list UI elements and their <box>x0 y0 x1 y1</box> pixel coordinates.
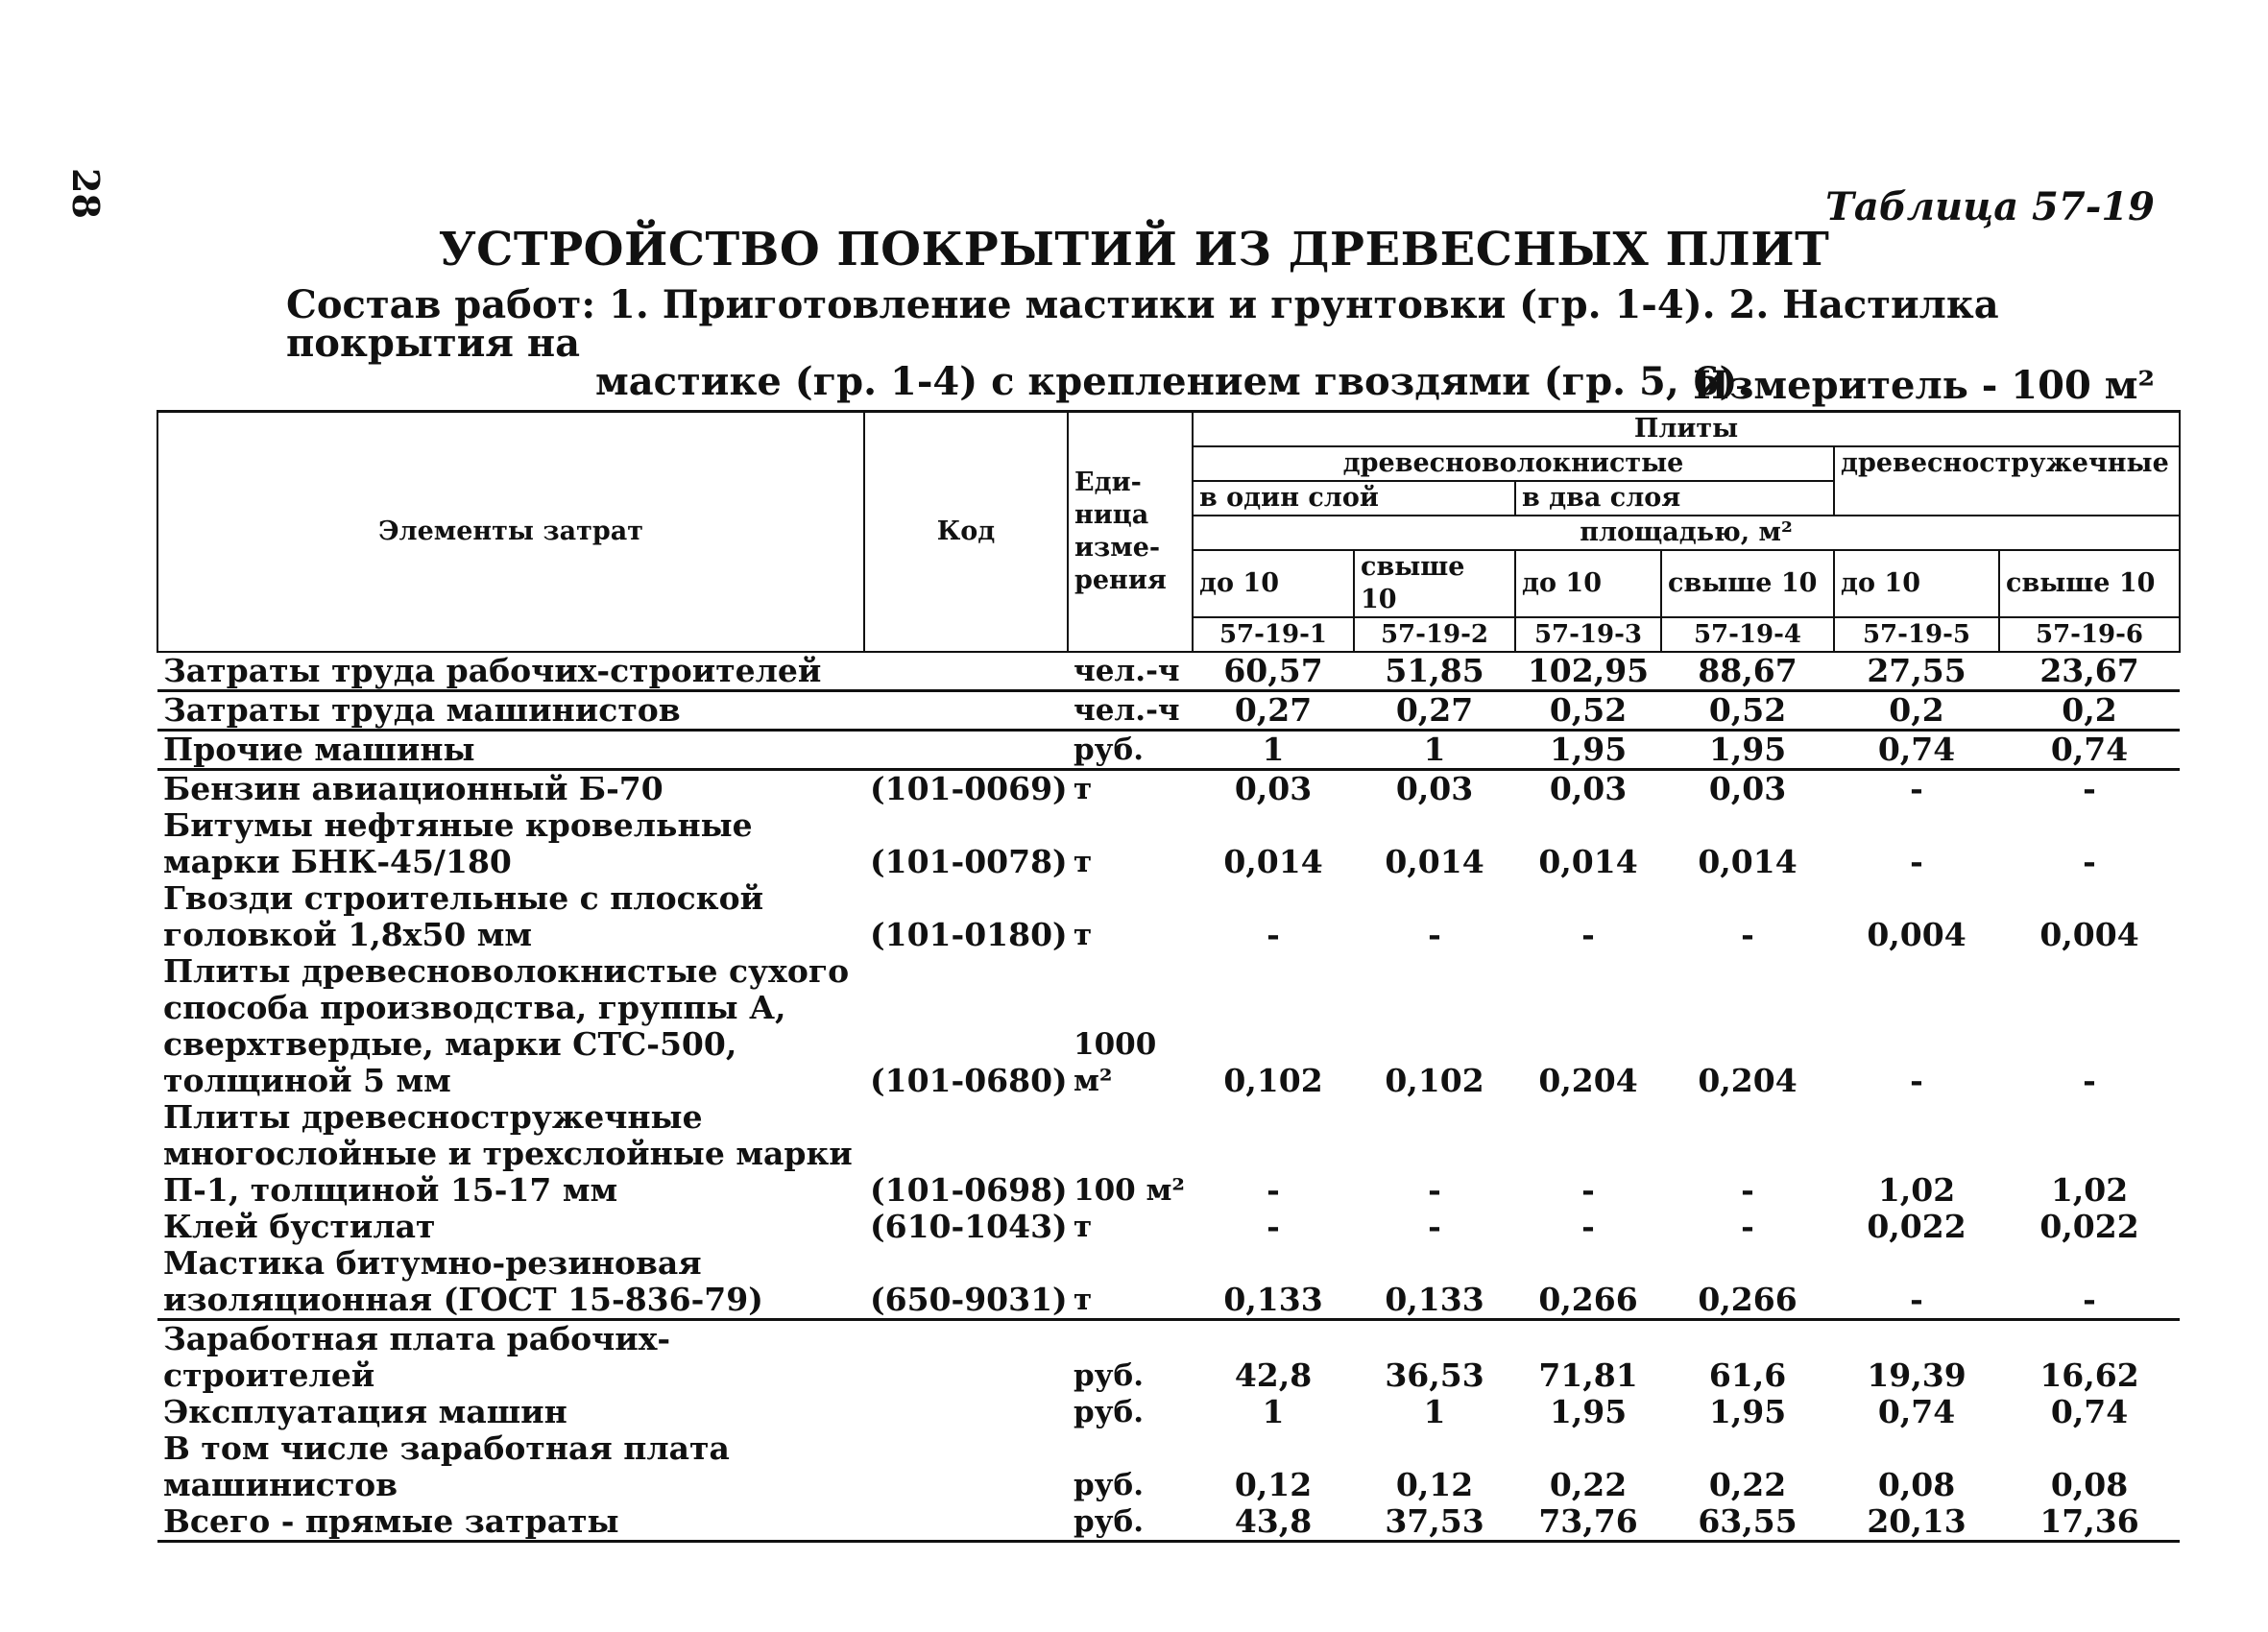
resource-code: (101-0069) <box>864 770 1068 808</box>
resource-code: (101-0180) <box>870 916 1068 953</box>
norm-code: 57-19-1 <box>1193 617 1354 652</box>
norm-value: 1 <box>1423 1393 1446 1430</box>
norm-value: - <box>1428 916 1441 953</box>
norm-value: - <box>2083 1062 2096 1099</box>
cost-element-name: Затраты труда машинистов <box>157 691 864 731</box>
norm-value: - <box>1910 843 1923 880</box>
norm-value: 0,03 <box>1193 770 1354 808</box>
norm-code: 57-19-4 <box>1661 617 1834 652</box>
unit-of-measure: руб. <box>1068 1503 1193 1542</box>
table-row <box>157 770 2180 808</box>
norm-value: 102,95 <box>1515 652 1661 691</box>
resource-code <box>864 652 1068 691</box>
table-row <box>157 1503 2180 1542</box>
norm-value: 0,74 <box>1999 731 2180 770</box>
page-title: УСТРОЙСТВО ПОКРЫТИЙ ИЗ ДРЕВЕСНЫХ ПЛИТ <box>438 223 1830 276</box>
cost-element-name: Бензин авиационный Б-70 <box>157 770 864 808</box>
cost-element-name: Прочие машины <box>157 731 864 770</box>
table-row <box>157 1245 2180 1320</box>
norm-value: - <box>1910 1062 1923 1099</box>
unit-of-measure: т <box>1068 770 1193 808</box>
unit-of-measure: 100 м² <box>1074 1173 1186 1208</box>
table-row <box>157 652 2180 691</box>
norm-value: 61,6 <box>1661 1320 1834 1395</box>
norm-code: 57-19-6 <box>1999 617 2180 652</box>
norm-value: 0,27 <box>1193 691 1354 731</box>
norm-value: 0,102 <box>1385 1062 1484 1099</box>
norm-value: - <box>1428 1171 1441 1209</box>
table-row <box>157 731 2180 770</box>
norm-value: 0,03 <box>1661 770 1834 808</box>
norm-value: 42,8 <box>1193 1320 1354 1395</box>
unit-of-measure: т <box>1074 918 1093 952</box>
norm-value: 23,67 <box>1999 652 2180 691</box>
norm-value: 71,81 <box>1515 1320 1661 1395</box>
norm-value: 0,22 <box>1708 1466 1787 1503</box>
header-two-layers: в два слоя <box>1515 481 1834 516</box>
norm-value: 20,13 <box>1834 1503 1999 1542</box>
unit-of-measure: руб. <box>1074 1395 1144 1429</box>
resource-code: (101-0698) <box>870 1171 1068 1209</box>
norm-value: - <box>1428 1208 1441 1245</box>
page-number: 28 <box>64 168 108 219</box>
norm-value: 1,02 <box>1877 1171 1956 1209</box>
unit-of-measure: чел.-ч <box>1068 691 1193 731</box>
resource-code: (101-0078) <box>870 843 1068 880</box>
area-label: до 10 <box>1193 550 1354 617</box>
table-header <box>157 412 2180 653</box>
norm-value: - <box>1741 916 1754 953</box>
norm-value: 0,2 <box>1999 691 2180 731</box>
resource-code <box>864 1430 1068 1503</box>
table-label: Таблица 57-19 <box>1825 184 2155 229</box>
norm-value: - <box>1581 916 1595 953</box>
table-row <box>157 1209 2180 1245</box>
norm-code: 57-19-3 <box>1515 617 1661 652</box>
header-area: площадью, м² <box>1193 516 2180 550</box>
area-label: свыше 10 <box>1661 550 1834 617</box>
norm-value: 0,2 <box>1834 691 1999 731</box>
norm-value: - <box>1999 770 2180 808</box>
norm-value: 1,95 <box>1515 731 1661 770</box>
header-unit: Еди- ница изме- рения <box>1068 412 1193 653</box>
norm-value: 60,57 <box>1193 652 1354 691</box>
norm-code: 57-19-2 <box>1354 617 1515 652</box>
unit-of-measure: т <box>1074 1283 1093 1317</box>
norm-value: 0,022 <box>1867 1208 1966 1245</box>
norm-value: 0,74 <box>1877 1393 1956 1430</box>
norm-value: 19,39 <box>1834 1320 1999 1395</box>
norm-value: 1,95 <box>1549 1393 1628 1430</box>
norm-value: 0,03 <box>1515 770 1661 808</box>
norm-value: 36,53 <box>1354 1320 1515 1395</box>
norm-value: 1,02 <box>2050 1171 2129 1209</box>
unit-of-measure: 1000 м² <box>1074 1027 1157 1098</box>
norm-value: 43,8 <box>1193 1503 1354 1542</box>
norm-value: 0,266 <box>1698 1281 1798 1318</box>
norm-value: 1 <box>1262 1393 1285 1430</box>
norm-value: 0,204 <box>1698 1062 1798 1099</box>
norm-value: 0,014 <box>1223 843 1323 880</box>
norm-value: 0,52 <box>1661 691 1834 731</box>
norm-value: 0,133 <box>1223 1281 1323 1318</box>
header-plates: Плиты <box>1193 412 2180 447</box>
norm-value: 0,27 <box>1354 691 1515 731</box>
cost-element-name: Заработная плата рабочих-строителей <box>157 1320 864 1395</box>
norm-value: - <box>1741 1208 1754 1245</box>
area-label: до 10 <box>1515 550 1661 617</box>
norm-value: - <box>2083 1281 2096 1318</box>
header-one-layer: в один слой <box>1193 481 1515 516</box>
norm-value: 1,95 <box>1661 731 1834 770</box>
norm-value: 0,004 <box>1867 916 1966 953</box>
resource-code: (650-9031) <box>870 1281 1068 1318</box>
area-label: свыше 10 <box>1999 550 2180 617</box>
norm-value: 73,76 <box>1515 1503 1661 1542</box>
cost-element-name: Плиты древесноволокнистые сухого способа производства, группы А, сверхтвердые, марки СТС-500, толщиной 5 мм <box>163 952 850 1099</box>
area-label: до 10 <box>1834 550 1999 617</box>
unit-of-measure: руб. <box>1074 1468 1144 1502</box>
table-row <box>157 1320 2180 1395</box>
header-code: Код <box>864 412 1068 653</box>
composition-line-1: Состав работ: 1. Приготовление мастики и грунтовки (гр. 1-4). 2. Настилка покрытия на <box>286 282 1999 366</box>
norm-value: 88,67 <box>1661 652 1834 691</box>
table-row <box>157 691 2180 731</box>
norm-value: 0,08 <box>1877 1466 1956 1503</box>
table-row <box>157 1430 2180 1503</box>
norm-value: 0,022 <box>2039 1208 2139 1245</box>
norm-value: 27,55 <box>1834 652 1999 691</box>
resource-code <box>864 691 1068 731</box>
table-row <box>157 807 2180 880</box>
cost-element-name: Битумы нефтяные кровельные марки БНК-45/180 <box>163 806 753 880</box>
unit-of-measure: руб. <box>1068 1320 1193 1395</box>
table-row <box>157 953 2180 1099</box>
norm-value: 63,55 <box>1661 1503 1834 1542</box>
cost-element-name: Затраты труда рабочих-строителей <box>157 652 864 691</box>
norm-value: 0,266 <box>1538 1281 1638 1318</box>
norm-value: 0,014 <box>1538 843 1638 880</box>
cost-element-name: Всего - прямые затраты <box>157 1503 864 1542</box>
norm-value: 0,74 <box>2050 1393 2129 1430</box>
resource-code: (101-0680) <box>870 1062 1068 1099</box>
norm-value: 0,014 <box>1698 843 1798 880</box>
table-row <box>157 1394 2180 1430</box>
norm-value: - <box>1267 1208 1280 1245</box>
unit-of-measure: т <box>1074 1210 1093 1244</box>
table-row <box>157 1099 2180 1209</box>
composition-line-2: мастике (гр. 1-4) с креплением гвоздями (гр. 5, 6). <box>595 359 1751 404</box>
norm-value: - <box>1267 1171 1280 1209</box>
header-fiberboard: древесноволокнистые <box>1193 446 1834 481</box>
norm-value: 1,95 <box>1708 1393 1787 1430</box>
norm-value: - <box>1581 1171 1595 1209</box>
norm-value: 0,204 <box>1538 1062 1638 1099</box>
unit-of-measure: т <box>1074 845 1093 879</box>
norm-value: - <box>1581 1208 1595 1245</box>
resource-code <box>864 1503 1068 1542</box>
unit-of-measure: руб. <box>1068 731 1193 770</box>
norm-value: 17,36 <box>1999 1503 2180 1542</box>
norm-value: - <box>1741 1171 1754 1209</box>
table-body <box>157 652 2180 1542</box>
table-row <box>157 880 2180 953</box>
resource-code <box>864 731 1068 770</box>
norm-value: 0,12 <box>1234 1466 1313 1503</box>
norm-value: 0,004 <box>2039 916 2139 953</box>
resource-code <box>864 1394 1068 1430</box>
norm-value: - <box>1267 916 1280 953</box>
area-label: свыше 10 <box>1354 550 1515 617</box>
resource-code <box>864 1320 1068 1395</box>
resource-code: (610-1043) <box>870 1208 1068 1245</box>
norm-value: - <box>1910 1281 1923 1318</box>
cost-element-name: Мастика битумно-резиновая изоляционная (ГОСТ 15-836-79) <box>163 1244 763 1318</box>
norm-value: 16,62 <box>1999 1320 2180 1395</box>
cost-element-name: Эксплуатация машин <box>163 1393 567 1430</box>
cost-element-name: Клей бустилат <box>163 1208 436 1245</box>
norm-value: - <box>2083 843 2096 880</box>
cost-element-name: Гвозди строительные с плоской головкой 1,8х50 мм <box>163 879 764 953</box>
norm-value: 51,85 <box>1354 652 1515 691</box>
norm-value: 0,03 <box>1354 770 1515 808</box>
norm-value: 0,74 <box>1834 731 1999 770</box>
norm-value: 0,12 <box>1395 1466 1474 1503</box>
norm-value: 0,22 <box>1549 1466 1628 1503</box>
header-chipboard: древесностружечные <box>1834 446 2180 516</box>
norm-value: 1 <box>1354 731 1515 770</box>
norm-value: 0,52 <box>1515 691 1661 731</box>
cost-element-name: В том числе заработная плата машинистов <box>163 1429 730 1503</box>
norm-value: - <box>1834 770 1999 808</box>
norm-code: 57-19-5 <box>1834 617 1999 652</box>
norm-value: 0,102 <box>1223 1062 1323 1099</box>
header-elements: Элементы затрат <box>157 412 864 653</box>
cost-element-name: Плиты древесностружечные многослойные и трехслойные марки П-1, толщиной 15-17 мм <box>163 1098 853 1209</box>
unit-of-measure: чел.-ч <box>1068 652 1193 691</box>
norm-value: 0,08 <box>2050 1466 2129 1503</box>
norms-table <box>157 410 2179 1543</box>
measure-unit: Измеритель - 100 м² <box>1693 363 2155 408</box>
norm-value: 1 <box>1193 731 1354 770</box>
norm-value: 0,133 <box>1385 1281 1484 1318</box>
norm-value: 0,014 <box>1385 843 1484 880</box>
norm-value: 37,53 <box>1354 1503 1515 1542</box>
